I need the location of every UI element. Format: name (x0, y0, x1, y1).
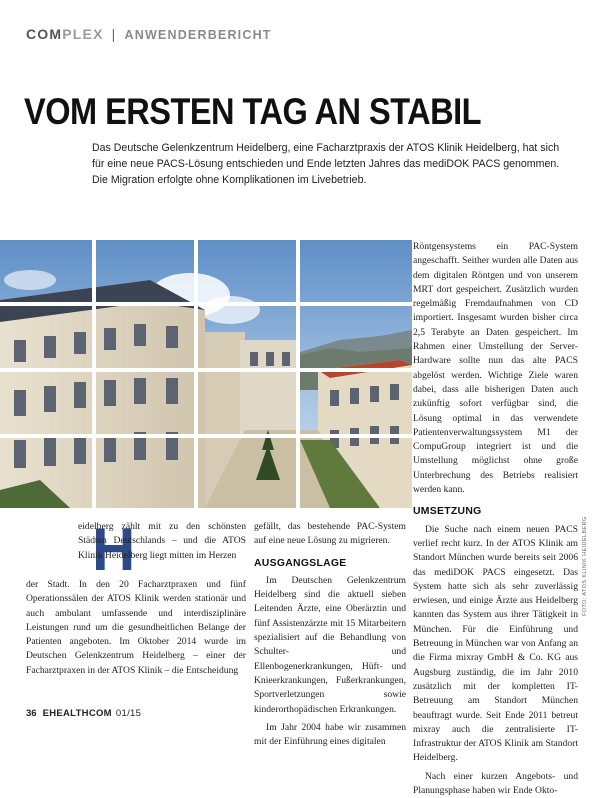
intro-paragraph-rest: der Stadt. In den 20 Facharztpraxen und fünf Operationssälen der ATOS Klinik werden stationär und auch ambulant umfassende und interdisziplinäre Leistungen rund um die gesundheitlichen Belange der Patienten angeboten. Im Oktober 2014 wurde im Deutschen Gelenkzentrum Heidelberg – einer der Facharztpraxen in der ATOS Klinik – die Entscheidung (26, 579, 246, 676)
page-number: 36 (26, 708, 37, 719)
intro-paragraph-start: eidelberg zählt mit zu den schönsten Städten Deutschlands – und die ATOS Klinik Heidelberg liegt mitten im Herzen (78, 521, 246, 561)
paragraph: Die Suche nach einem neuen PACS verlief recht kurz. In der ATOS Klinik am Standort München wurde bereits seit 2006 das mediDOK PACS eingesetzt. Das System hatte sich als sehr zuverlässig erwiesen, und einige Ärzte aus Heidelberg kannten das System aus ihrer Tätigkeit in München. Für die Einführung und Betreuung in München war von Anfang an die Firma mixray GmbH & Co. KG aus Augsburg zuständig, die im Jahr 2010 zusätzlich mit der kompletten IT-Betreuung am Standort München beauftragt wurde. Seit Ende 2011 betreut mixray auch die zentralisierte IT-Infrastruktur der ATOS Klinik am Standort Heidelberg. (413, 523, 578, 764)
magazine-section-brand: COMPLEX (26, 26, 104, 42)
body-column-3 (413, 240, 578, 798)
section-label: ANWENDERBERICHT (124, 28, 272, 42)
paragraph: Im Jahr 2004 habe wir zusammen mit der Einführung eines digitalen (254, 721, 406, 748)
article-headline: VOM ERSTEN TAG AN STABIL (24, 91, 482, 132)
article-lead: Das Deutsche Gelenkzentrum Heidelberg, eine Facharztpraxis der ATOS Klinik Heidelberg, hat sich für eine neue PACS-Lösung entschieden und Ende letzten Jahres das mediDOK PACS genommen. Die Migration erfolgte ohne Komplikationen im Livebetrieb. (92, 142, 560, 186)
paragraph: Im Deutschen Gelenkzentrum Heidelberg sind die aktuell sieben Leitenden Ärzte, eine Oberärztin und fünf Assistenzärzte mit 15 Mitarbeitern spezialisiert auf die Behandlung von Schulter- und Ellenbogenerkrankungen, Hüft- und Knieerkrankungen, Fußerkrankungen, Sportverletzungen sowie kinderorthopädischen Erkrankungen. (254, 574, 406, 715)
magazine-name: EHEALTHCOM (42, 708, 112, 719)
paragraph: Röntgensystems ein PAC-System angeschafft. Seither wurden alle Daten aus dem digitalen Röntgen und von unserem MRT dort gespeichert. Zusätzlich wurden regelmäßig Fremdaufnahmen von CD importiert. Insgesamt wurden bisher circa 2,5 Terabyte an Daten gespeichert. Im Rahmen einer Umstellung der Server-Hardware sollte nun das alte PACS abgelöst werden. Wichtige Ziele waren dabei, dass alle bisherigen Daten auch zukünftig sofort verfügbar sind, die Lösung optimal in das verwendete Patientenverwaltungssystem M1 der CompuGroup integriert ist und die Umstellung möglichst ohne große Unterbrechung des Betriebs realisiert werden kann. (413, 241, 578, 496)
photo-credit: FOTO: ATOS KLINIK HEIDELBERG (582, 516, 588, 616)
paragraph: Nach einer kurzen Angebots- und Planungsphase haben wir Ende Okto- (413, 770, 578, 796)
issue-number: 01/15 (115, 708, 142, 719)
page-footer (26, 708, 141, 719)
drop-cap: H (92, 516, 136, 583)
hero-photo (0, 240, 412, 508)
section-kicker (26, 26, 272, 42)
paragraph: gefällt, das bestehende PAC-System auf eine neue Lösung zu migrieren. (254, 521, 406, 547)
body-column-1 (26, 578, 246, 678)
subheading-ausgangslage: AUSGANGSLAGE (254, 557, 347, 569)
body-column-2 (254, 520, 406, 749)
body-column-1-intro (78, 520, 246, 563)
kicker-separator: | (111, 26, 117, 42)
subheading-umsetzung: UMSETZUNG (413, 506, 482, 518)
